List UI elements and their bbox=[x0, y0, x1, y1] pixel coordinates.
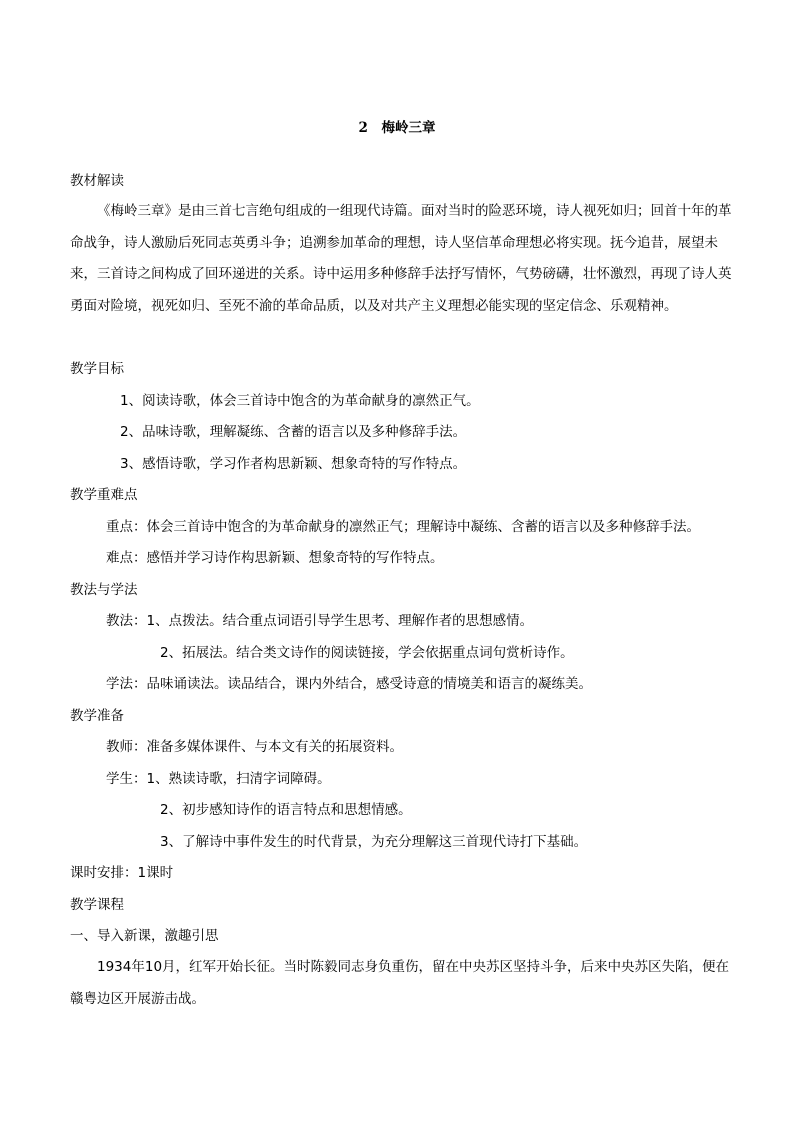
section-heading-zhongnandian: 教学重难点 bbox=[70, 487, 138, 503]
paragraph-daoru: 1934年10月，红军开始长征。当时陈毅同志身负重伤，留在中央苏区坚持斗争，后来中央苏区失陷，便在赣粤边区开展游击战。 bbox=[70, 959, 730, 1007]
learning-method: 学法：品味诵读法。读品结合，课内外结合，感受诗意的情境美和语言的凝练美。 bbox=[106, 676, 592, 692]
section-heading-daoru: 一、导入新课，激趣引思 bbox=[70, 928, 219, 944]
page-title: 2 梅岭三章 bbox=[358, 120, 436, 136]
difficult-point: 难点：感悟并学习诗作构思新颖、想象奇特的写作特点。 bbox=[106, 550, 444, 566]
class-hours: 课时安排：1课时 bbox=[70, 865, 174, 881]
section-heading-kecheng: 教学课程 bbox=[70, 897, 124, 913]
goal-item-2: 2、品味诗歌，理解凝练、含蓄的语言以及多种修辞手法。 bbox=[120, 424, 467, 440]
key-point: 重点：体会三首诗中饱含的为革命献身的凛然正气；理解诗中凝练、含蓄的语言以及多种修辞手法。 bbox=[106, 519, 700, 535]
goal-item-1: 1、阅读诗歌，体会三首诗中饱含的为革命献身的凛然正气。 bbox=[120, 393, 480, 409]
section-heading-fangfa: 教法与学法 bbox=[70, 582, 138, 598]
paragraph-jiaocai: 《梅岭三章》是由三首七言绝句组成的一组现代诗篇。面对当时的险恶环境，诗人视死如归；回首十年的革命战争，诗人激励后死同志英勇斗争；追溯参加革命的理想，诗人坚信革命理想必将实现。抚今追昔，展望未来，三首诗之间构成了回环递进的关系。诗中运用多种修辞手法抒写情怀，气势磅礴，壮怀激烈，再现了诗人英勇面对险境，视死如归、至死不渝的革命品质，以及对共产主义理想必能实现的坚定信念、乐观精神。 bbox=[70, 203, 732, 314]
goal-item-3: 3、感悟诗歌，学习作者构思新颖、想象奇特的写作特点。 bbox=[120, 456, 467, 472]
student-prep-2: 2、初步感知诗作的语言特点和思想情感。 bbox=[160, 802, 412, 818]
section-heading-jiaocai: 教材解读 bbox=[70, 173, 124, 189]
section-heading-zhunbei: 教学准备 bbox=[70, 708, 124, 724]
teacher-prep: 教师：准备多媒体课件、与本文有关的拓展资料。 bbox=[106, 739, 403, 755]
student-prep-1: 学生：1、熟读诗歌，扫清字词障碍。 bbox=[106, 771, 331, 787]
teaching-method-2: 2、拓展法。结合类文诗作的阅读链接，学会依据重点词句赏析诗作。 bbox=[160, 645, 574, 661]
teaching-method-1: 教法：1、点拨法。结合重点词语引导学生思考、理解作者的思想感情。 bbox=[106, 613, 534, 629]
section-heading-mubiao: 教学目标 bbox=[70, 361, 124, 377]
student-prep-3: 3、了解诗中事件发生的时代背景，为充分理解这三首现代诗打下基础。 bbox=[160, 834, 588, 850]
